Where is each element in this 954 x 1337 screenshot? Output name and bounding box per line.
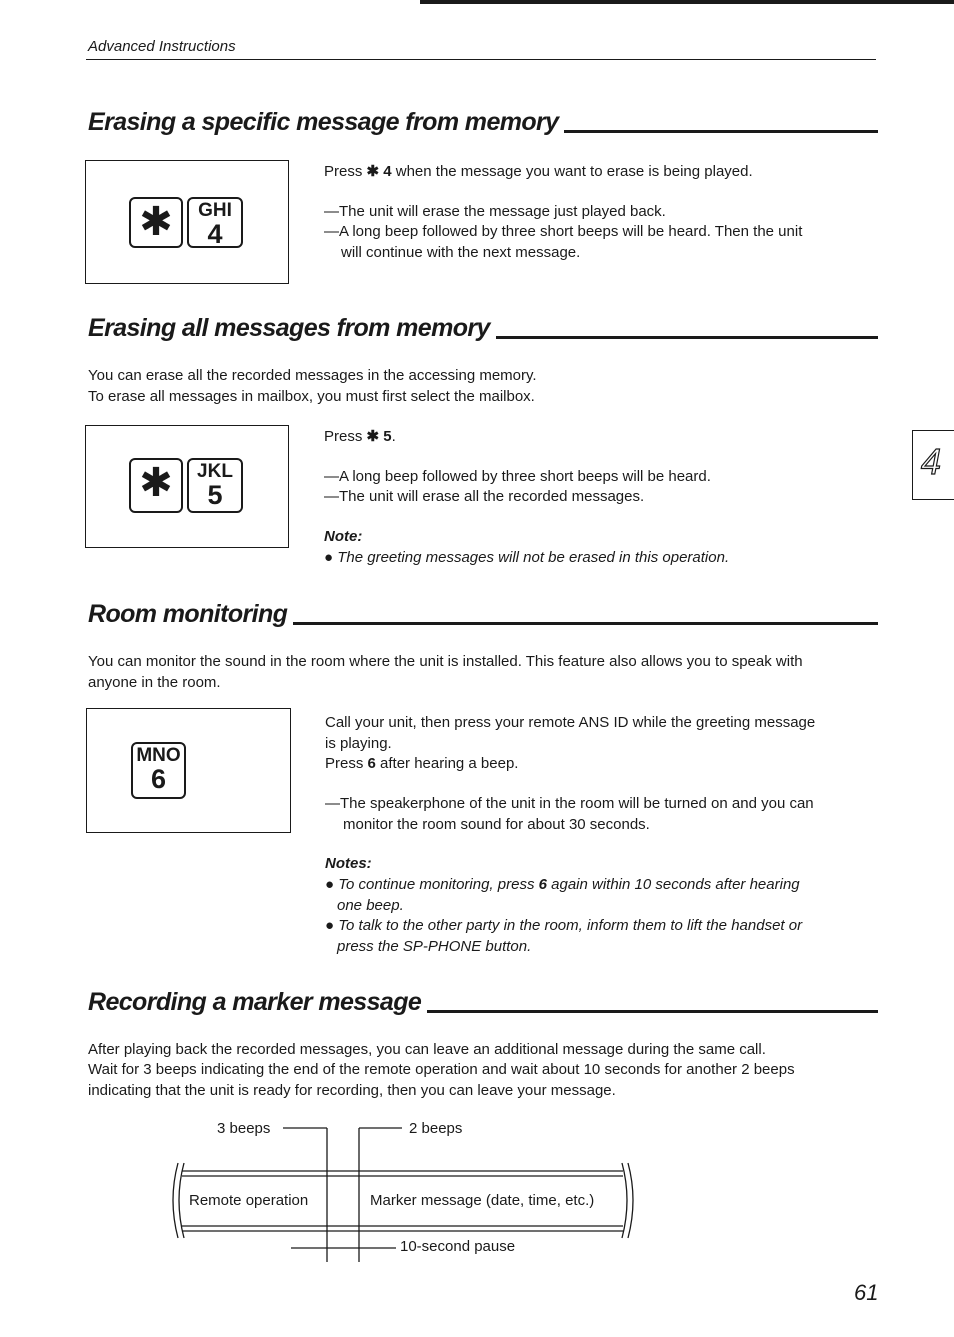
result-line: —The unit will erase all the recorded messages. — [324, 488, 645, 505]
note-label: Note: — [324, 528, 363, 545]
star-key-icon: ✱ — [129, 197, 183, 248]
result-line: will continue with the next message. — [341, 244, 581, 261]
result-line: —The unit will erase the message just played back. — [324, 203, 666, 220]
note-text: one beep. — [337, 897, 404, 914]
chapter-tab: 4 — [912, 430, 954, 500]
step-line: Call your unit, then press your remote ANS ID while the greeting message — [325, 714, 816, 731]
notes-label: Notes: — [325, 855, 372, 872]
note-text: press the SP-PHONE button. — [337, 938, 532, 955]
page-number: 61 — [854, 1280, 879, 1305]
note-text: ● To talk to the other party in the room, inform them to lift the handset or — [325, 917, 803, 934]
remote-operation-block: Remote operation — [189, 1192, 309, 1209]
key-5-icon: JKL 5 — [187, 458, 243, 513]
intro-line: You can erase all the recorded messages in the accessing memory. — [88, 367, 537, 384]
section-heading: Recording a marker message — [88, 988, 422, 1016]
intro-line: Wait for 3 beeps indicating the end of the remote operation and wait about 10 seconds for another 2 beeps — [88, 1061, 795, 1078]
key-4-icon: GHI 4 — [187, 197, 243, 248]
key-6-icon: MNO 6 — [131, 742, 186, 799]
note-text: ● The greeting messages will not be erased in this operation. — [324, 549, 730, 566]
intro-line: You can monitor the sound in the room where the unit is installed. This feature also allows you to speak with — [88, 653, 803, 670]
result-line: —The speakerphone of the unit in the room will be turned on and you can — [325, 795, 814, 812]
step-line: is playing. — [325, 735, 392, 752]
section-heading: Room monitoring — [88, 600, 288, 628]
three-beeps-label: 3 beeps — [217, 1120, 271, 1137]
instruction-text: Press ✱ 5. — [324, 428, 396, 445]
step-line: Press 6 after hearing a beep. — [325, 755, 519, 772]
intro-line: indicating that the unit is ready for recording, then you can leave your message. — [88, 1082, 616, 1099]
intro-line: To erase all messages in mailbox, you must first select the mailbox. — [88, 388, 535, 405]
pause-label: 10-second pause — [400, 1238, 516, 1255]
intro-line: anyone in the room. — [88, 674, 221, 691]
section-heading: Erasing all messages from memory — [88, 314, 490, 342]
running-header: Advanced Instructions — [88, 38, 236, 55]
note-text: ● To continue monitoring, press 6 again within 10 seconds after hearing — [325, 876, 800, 893]
result-line: —A long beep followed by three short beeps will be heard. Then the unit — [324, 223, 803, 240]
result-line: monitor the room sound for about 30 seconds. — [343, 816, 650, 833]
section-heading: Erasing a specific message from memory — [88, 108, 559, 136]
marker-message-block: Marker message (date, time, etc.) — [370, 1192, 595, 1209]
result-line: —A long beep followed by three short beeps will be heard. — [324, 468, 711, 485]
two-beeps-label: 2 beeps — [409, 1120, 463, 1137]
intro-line: After playing back the recorded messages, you can leave an additional message during the same call. — [88, 1041, 766, 1058]
instruction-text: Press ✱ 4 when the message you want to erase is being played. — [324, 163, 753, 180]
star-key-icon: ✱ — [129, 458, 183, 513]
